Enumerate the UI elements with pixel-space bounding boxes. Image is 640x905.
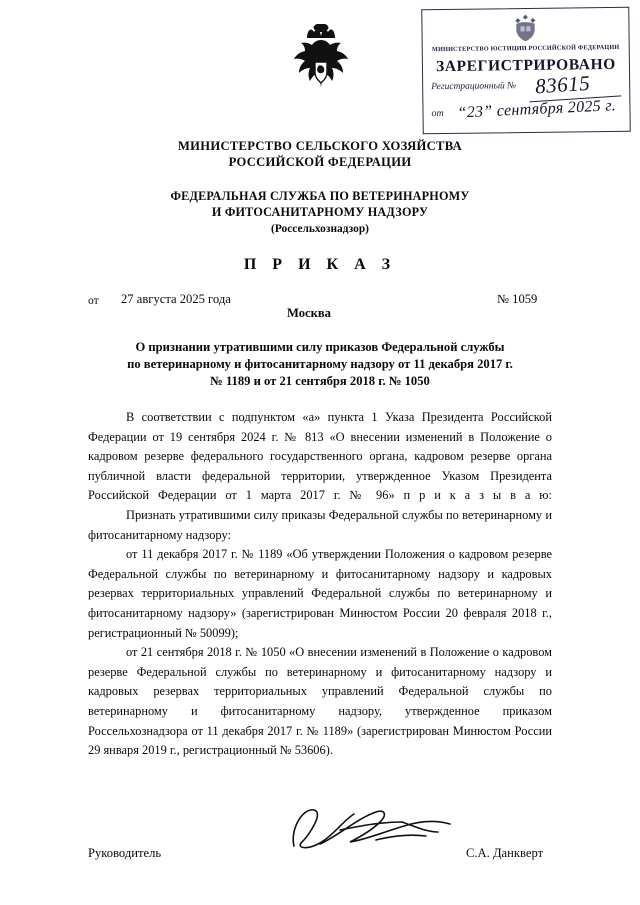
ministry-line-1: МИНИСТЕРСТВО СЕЛЬСКОГО ХОЗЯЙСТВА xyxy=(177,139,463,153)
stamp-date-label: от xyxy=(431,108,444,120)
stamp-ministry-text: МИНИСТЕРСТВО ЮСТИЦИИ РОССИЙСКОЙ ФЕДЕРАЦИИ xyxy=(431,43,620,54)
document-date: 27 августа 2025 года xyxy=(121,292,231,306)
registration-stamp xyxy=(421,7,631,135)
document-number: № 1059 xyxy=(497,292,538,306)
russian-coat-of-arms-icon xyxy=(285,24,357,108)
document-title-line-2: по ветеринарному и фитосанитарному надзору от 11 декабря 2017 г. xyxy=(127,357,513,371)
stamp-reg-number-label: Регистрационный № xyxy=(431,81,517,93)
stamp-reg-number-value: 83615 xyxy=(534,70,591,99)
document-body xyxy=(88,408,552,761)
document-type-heading: П Р И К А З xyxy=(243,256,397,273)
service-line-1: ФЕДЕРАЛЬНАЯ СЛУЖБА ПО ВЕТЕРИНАРНОМУ xyxy=(170,189,470,203)
document-title-line-3: № 1189 и от 21 сентября 2018 г. № 1050 xyxy=(210,374,430,388)
signer-role: Руководитель xyxy=(88,846,162,860)
document-title-line-1: О признании утратившими силу приказов Федеральной службы xyxy=(135,340,505,354)
document-city: Москва xyxy=(287,306,331,320)
body-paragraph-1: В соответствии с подпунктом «а» пункта 1 Указа Президента Российской Федерации от 19 сентября 2024 г. № 813 «О внесении изменений в Положение о кадровом резерве федерального государственного органа, кадровом резерве органа публичной власти федеральной территории, утвержденное Указом Президента Российской Федерации от 1 марта 2017 г. № 96» п р и к а з ы в а ю: xyxy=(88,410,552,503)
body-paragraph-4: от 21 сентября 2018 г. № 1050 «О внесении изменений в Положение о кадровом резерве Федеральной службы по ветеринарному и фитосанитарному надзору и кадровых резервах территориальных управлений Федеральной службы по ветеринарному и фитосанитарному надзору, утвержденное приказом Россельхознадзора от 11 декабря 2017 г. № 1189» (зарегистрирован Минюстом России 29 января 2019 г., регистрационный № 53606). xyxy=(88,645,552,758)
russian-coat-of-arms-icon xyxy=(508,13,542,43)
service-short-name: (Россельхознадзор) xyxy=(271,223,369,235)
signature-icon xyxy=(280,800,460,858)
body-paragraph-3: от 11 декабря 2017 г. № 1189 «Об утверждении Положения о кадровом резерве Федеральной службы по ветеринарному и фитосанитарному надзору и кадровых резервах территориальных управлений Федеральной службы по ветеринарному и фитосанитарному надзору» (зарегистрирован Минюстом России 20 февраля 2018 г., регистрационный № 50099); xyxy=(88,547,552,640)
signer-name: С.А. Данкверт xyxy=(466,846,544,860)
body-paragraph-2: Признать утратившими силу приказы Федеральной службы по ветеринарному и фитосанитарному надзору: xyxy=(88,507,552,542)
ministry-line-2: РОССИЙСКОЙ ФЕДЕРАЦИИ xyxy=(228,155,412,169)
service-line-2: И ФИТОСАНИТАРНОМУ НАДЗОРУ xyxy=(211,205,429,219)
stamp-title-text: ЗАРЕГИСТРИРОВАНО xyxy=(435,55,616,76)
stamp-date-value: “23” сентября 2025 г. xyxy=(457,97,617,122)
date-prefix-label: от xyxy=(88,294,99,307)
document-title xyxy=(70,339,570,390)
